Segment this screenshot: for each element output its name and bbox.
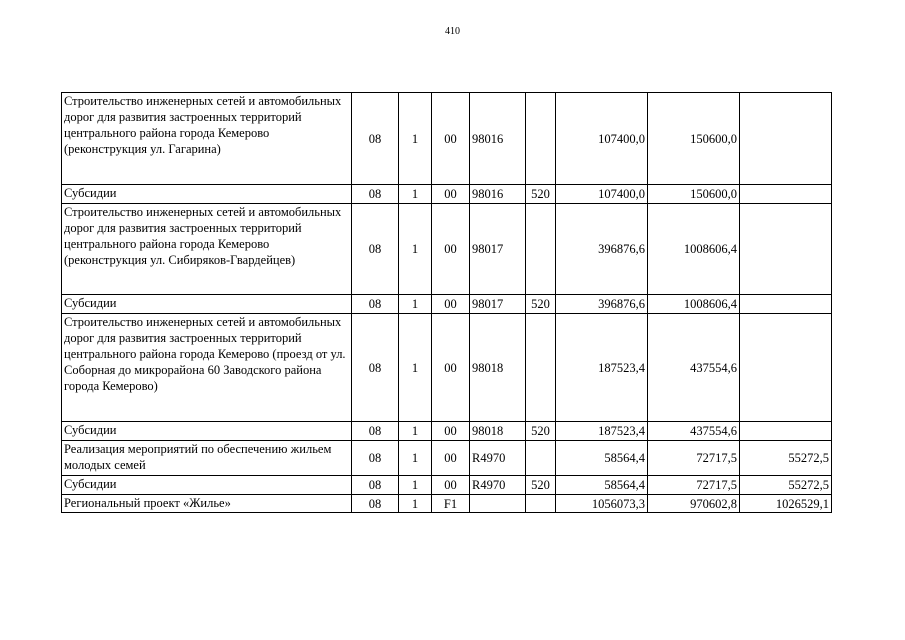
row-amount-3 (740, 422, 832, 441)
row-subsection: 1 (399, 314, 432, 422)
row-expense-type (526, 204, 556, 295)
row-expense-type (526, 314, 556, 422)
row-target: R4970 (470, 476, 526, 495)
row-target: R4970 (470, 441, 526, 476)
row-program: 00 (432, 93, 470, 185)
table-row (62, 476, 832, 495)
table-row (62, 295, 832, 314)
row-name: Субсидии (62, 295, 352, 314)
row-name: Реализация мероприятий по обеспечению жильем молодых семей (62, 441, 352, 476)
row-amount-2: 150600,0 (648, 93, 740, 185)
row-amount-1: 58564,4 (556, 441, 648, 476)
row-target: 98018 (470, 422, 526, 441)
row-section: 08 (352, 185, 399, 204)
row-amount-2: 72717,5 (648, 476, 740, 495)
page-number: 410 (445, 26, 460, 37)
row-expense-type: 520 (526, 422, 556, 441)
row-expense-type: 520 (526, 476, 556, 495)
row-amount-3: 1026529,1 (740, 495, 832, 513)
row-subsection: 1 (399, 422, 432, 441)
row-amount-3: 55272,5 (740, 441, 832, 476)
row-amount-2: 437554,6 (648, 314, 740, 422)
row-target: 98017 (470, 295, 526, 314)
row-amount-1: 107400,0 (556, 93, 648, 185)
row-amount-3: 55272,5 (740, 476, 832, 495)
row-program: 00 (432, 204, 470, 295)
row-name: Субсидии (62, 476, 352, 495)
row-name: Субсидии (62, 422, 352, 441)
table-row (62, 495, 832, 513)
row-amount-1: 187523,4 (556, 314, 648, 422)
row-section: 08 (352, 295, 399, 314)
row-section: 08 (352, 204, 399, 295)
row-subsection: 1 (399, 476, 432, 495)
row-subsection: 1 (399, 204, 432, 295)
row-section: 08 (352, 441, 399, 476)
row-amount-2: 1008606,4 (648, 295, 740, 314)
table-row (62, 185, 832, 204)
row-name: Строительство инженерных сетей и автомобильных дорог для развития застроенных территорий центрального района города Кемерово (реконструкция ул. Сибиряков-Гвардейцев) (62, 204, 352, 295)
row-name: Региональный проект «Жилье» (62, 495, 352, 513)
row-target: 98016 (470, 93, 526, 185)
row-program: 00 (432, 314, 470, 422)
table-row (62, 204, 832, 295)
row-subsection: 1 (399, 441, 432, 476)
row-target (470, 495, 526, 513)
row-amount-3 (740, 314, 832, 422)
row-expense-type (526, 93, 556, 185)
row-amount-1: 396876,6 (556, 204, 648, 295)
row-amount-1: 107400,0 (556, 185, 648, 204)
row-amount-1: 58564,4 (556, 476, 648, 495)
row-amount-2: 150600,0 (648, 185, 740, 204)
row-section: 08 (352, 93, 399, 185)
table-row (62, 422, 832, 441)
row-amount-2: 437554,6 (648, 422, 740, 441)
row-amount-2: 970602,8 (648, 495, 740, 513)
row-program: 00 (432, 185, 470, 204)
row-section: 08 (352, 495, 399, 513)
row-subsection: 1 (399, 185, 432, 204)
row-amount-3 (740, 204, 832, 295)
table-row (62, 441, 832, 476)
row-amount-3 (740, 185, 832, 204)
row-target: 98017 (470, 204, 526, 295)
row-amount-3 (740, 295, 832, 314)
row-expense-type (526, 441, 556, 476)
row-amount-3 (740, 93, 832, 185)
row-subsection: 1 (399, 295, 432, 314)
row-program: F1 (432, 495, 470, 513)
row-name: Строительство инженерных сетей и автомобильных дорог для развития застроенных территорий центрального района города Кемерово (проезд от ул. Соборная до микрорайона 60 Заводского района города Кемерово) (62, 314, 352, 422)
row-amount-1: 396876,6 (556, 295, 648, 314)
row-program: 00 (432, 476, 470, 495)
budget-table (61, 92, 832, 513)
row-expense-type: 520 (526, 295, 556, 314)
row-amount-2: 72717,5 (648, 441, 740, 476)
table-row (62, 314, 832, 422)
row-section: 08 (352, 314, 399, 422)
row-program: 00 (432, 295, 470, 314)
row-name: Строительство инженерных сетей и автомобильных дорог для развития застроенных территорий центрального района города Кемерово (реконструкция ул. Гагарина) (62, 93, 352, 185)
row-amount-1: 1056073,3 (556, 495, 648, 513)
row-section: 08 (352, 476, 399, 495)
row-section: 08 (352, 422, 399, 441)
row-target: 98016 (470, 185, 526, 204)
row-expense-type (526, 495, 556, 513)
row-subsection: 1 (399, 495, 432, 513)
row-expense-type: 520 (526, 185, 556, 204)
row-target: 98018 (470, 314, 526, 422)
row-subsection: 1 (399, 93, 432, 185)
row-program: 00 (432, 441, 470, 476)
row-program: 00 (432, 422, 470, 441)
row-amount-1: 187523,4 (556, 422, 648, 441)
row-name: Субсидии (62, 185, 352, 204)
table-row (62, 93, 832, 185)
row-amount-2: 1008606,4 (648, 204, 740, 295)
